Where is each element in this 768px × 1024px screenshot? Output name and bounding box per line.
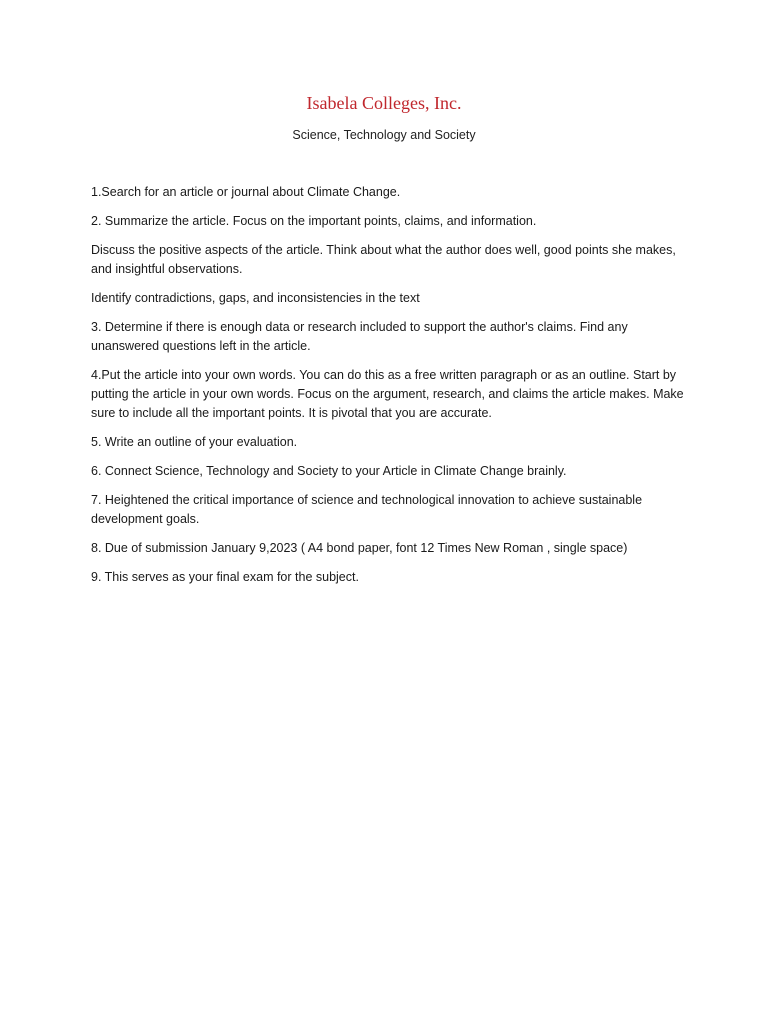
paragraph-item-7: 7. Heightened the critical importance of science and technological innovation to achieve sustainable development goals. — [91, 493, 643, 526]
paragraph-positive-aspects: Discuss the positive aspects of the article. Think about what the author does well, good points she makes, and insightful observations. — [91, 243, 676, 276]
document-subtitle: Science, Technology and Society — [292, 128, 476, 142]
paragraph-item-8: 8. Due of submission January 9,2023 ( A4 bond paper, font 12 Times New Roman , single space) — [91, 541, 628, 555]
paragraph-item-6: 6. Connect Science, Technology and Society to your Article in Climate Change brainly. — [91, 464, 567, 478]
document-title: Isabela Colleges, Inc. — [306, 93, 462, 113]
paragraph-contradictions: Identify contradictions, gaps, and inconsistencies in the text — [91, 291, 420, 305]
paragraph-item-5: 5. Write an outline of your evaluation. — [91, 435, 298, 449]
paragraph-item-9: 9. This serves as your final exam for the subject. — [91, 570, 359, 584]
paragraph-item-3: 3. Determine if there is enough data or research included to support the author's claims. Find any unanswered questions left in the article. — [91, 320, 628, 353]
paragraph-item-4: 4.Put the article into your own words. You can do this as a free written paragraph or as an outline. Start by putting the article in your own words. Focus on the argument, research, and claims the article makes. Make sure to include all the important points. It is pivotal that you are accurate. — [91, 368, 684, 420]
paragraph-item-2: 2. Summarize the article. Focus on the important points, claims, and information. — [91, 214, 537, 228]
paragraph-item-1: 1.Search for an article or journal about Climate Change. — [91, 185, 401, 199]
document-body — [91, 183, 691, 597]
